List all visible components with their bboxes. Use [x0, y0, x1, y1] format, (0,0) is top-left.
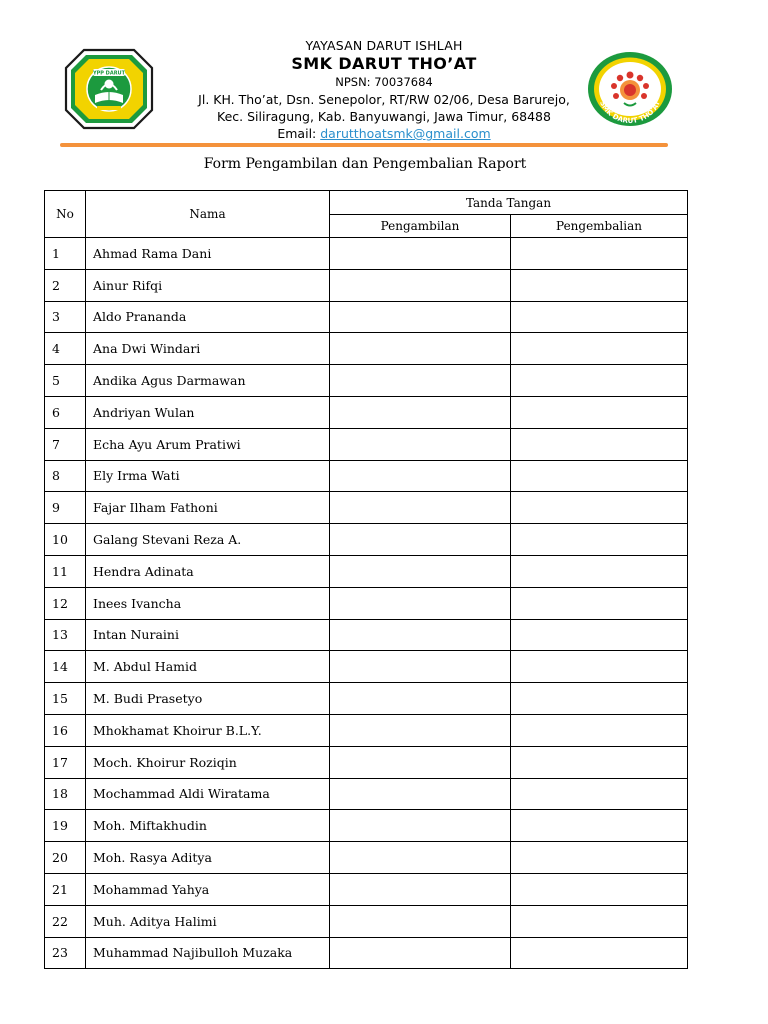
row-number: 20 [45, 842, 86, 874]
student-name: Andika Agus Darmawan [86, 365, 330, 397]
return-signature-cell[interactable] [511, 905, 688, 937]
return-signature-cell[interactable] [511, 873, 688, 905]
return-signature-cell[interactable] [511, 683, 688, 715]
table-header-row [45, 191, 688, 215]
pickup-signature-cell[interactable] [330, 842, 511, 874]
row-number: 22 [45, 905, 86, 937]
return-signature-cell[interactable] [511, 842, 688, 874]
school-name: SMK DARUT THO’AT [291, 54, 477, 73]
row-number: 23 [45, 937, 86, 969]
school-logo-text: SMK DARUT THO'AT [598, 99, 662, 126]
pickup-signature-cell[interactable] [330, 555, 511, 587]
table-row [45, 905, 688, 937]
letterhead-rule [60, 143, 668, 147]
table-row [45, 428, 688, 460]
table-row [45, 396, 688, 428]
pickup-signature-cell[interactable] [330, 905, 511, 937]
row-number: 4 [45, 333, 86, 365]
pickup-signature-cell[interactable] [330, 651, 511, 683]
pickup-signature-cell[interactable] [330, 778, 511, 810]
student-name: Hendra Adinata [86, 555, 330, 587]
address-line-2: Kec. Siliragung, Kab. Banyuwangi, Jawa Timur, 68488 [217, 109, 551, 124]
return-signature-cell[interactable] [511, 587, 688, 619]
pickup-signature-cell[interactable] [330, 524, 511, 556]
letterhead [150, 38, 618, 142]
student-name: Mhokhamat Khoirur B.L.Y. [86, 714, 330, 746]
return-signature-cell[interactable] [511, 651, 688, 683]
student-name: Moh. Miftakhudin [86, 810, 330, 842]
student-name: Inees Ivancha [86, 587, 330, 619]
return-signature-cell[interactable] [511, 333, 688, 365]
pickup-signature-cell[interactable] [330, 460, 511, 492]
table-row [45, 301, 688, 333]
return-signature-cell[interactable] [511, 555, 688, 587]
row-number: 7 [45, 428, 86, 460]
table-row [45, 492, 688, 524]
return-signature-cell[interactable] [511, 428, 688, 460]
student-name: Andriyan Wulan [86, 396, 330, 428]
pickup-signature-cell[interactable] [330, 428, 511, 460]
table-row [45, 269, 688, 301]
row-number: 12 [45, 587, 86, 619]
student-name: Mohammad Yahya [86, 873, 330, 905]
student-name: Ainur Rifqi [86, 269, 330, 301]
row-number: 21 [45, 873, 86, 905]
student-name: Intan Nuraini [86, 619, 330, 651]
foundation-logo [64, 48, 154, 130]
row-number: 17 [45, 746, 86, 778]
pickup-signature-cell[interactable] [330, 492, 511, 524]
header-return: Pengembalian [511, 215, 688, 238]
return-signature-cell[interactable] [511, 301, 688, 333]
return-signature-cell[interactable] [511, 460, 688, 492]
form-title: Form Pengambilan dan Pengembalian Raport [203, 156, 527, 172]
pickup-signature-cell[interactable] [330, 714, 511, 746]
student-name: Ana Dwi Windari [86, 333, 330, 365]
table-row [45, 651, 688, 683]
student-name: Aldo Prananda [86, 301, 330, 333]
pickup-signature-cell[interactable] [330, 396, 511, 428]
return-signature-cell[interactable] [511, 746, 688, 778]
row-number: 14 [45, 651, 86, 683]
table-row [45, 683, 688, 715]
header-signature-group: Tanda Tangan [330, 191, 688, 215]
pickup-signature-cell[interactable] [330, 937, 511, 969]
table-row [45, 842, 688, 874]
row-number: 6 [45, 396, 86, 428]
pickup-signature-cell[interactable] [330, 238, 511, 270]
table-row [45, 524, 688, 556]
return-signature-cell[interactable] [511, 492, 688, 524]
table-body [45, 238, 688, 969]
table-row [45, 746, 688, 778]
email-link[interactable]: darutthoatsmk@gmail.com [320, 126, 491, 141]
pickup-signature-cell[interactable] [330, 746, 511, 778]
address-line-1: Jl. KH. Tho’at, Dsn. Senepolor, RT/RW 02/06, Desa Barurejo, [198, 92, 570, 107]
foundation-logo-text: YPP DARUT [92, 70, 126, 77]
pickup-signature-cell[interactable] [330, 873, 511, 905]
student-name: Ahmad Rama Dani [86, 238, 330, 270]
row-number: 10 [45, 524, 86, 556]
return-signature-cell[interactable] [511, 778, 688, 810]
pickup-signature-cell[interactable] [330, 365, 511, 397]
return-signature-cell[interactable] [511, 396, 688, 428]
table-row [45, 619, 688, 651]
row-number: 15 [45, 683, 86, 715]
pickup-signature-cell[interactable] [330, 810, 511, 842]
return-signature-cell[interactable] [511, 937, 688, 969]
student-name: Echa Ayu Arum Pratiwi [86, 428, 330, 460]
student-name: Fajar Ilham Fathoni [86, 492, 330, 524]
return-signature-cell[interactable] [511, 524, 688, 556]
row-number: 2 [45, 269, 86, 301]
table-row [45, 460, 688, 492]
student-name: Mochammad Aldi Wiratama [86, 778, 330, 810]
return-signature-cell[interactable] [511, 365, 688, 397]
student-name: Muhammad Najibulloh Muzaka [86, 937, 330, 969]
pickup-signature-cell[interactable] [330, 619, 511, 651]
return-signature-cell[interactable] [511, 269, 688, 301]
table-row [45, 587, 688, 619]
table-row [45, 238, 688, 270]
row-number: 11 [45, 555, 86, 587]
row-number: 3 [45, 301, 86, 333]
return-signature-cell[interactable] [511, 714, 688, 746]
pickup-signature-cell[interactable] [330, 683, 511, 715]
header-nama: Nama [86, 191, 330, 238]
student-name: Galang Stevani Reza A. [86, 524, 330, 556]
return-signature-cell[interactable] [511, 238, 688, 270]
pickup-signature-cell[interactable] [330, 333, 511, 365]
row-number: 13 [45, 619, 86, 651]
pickup-signature-cell[interactable] [330, 587, 511, 619]
pickup-signature-cell[interactable] [330, 269, 511, 301]
row-number: 19 [45, 810, 86, 842]
student-name: Moch. Khoirur Roziqin [86, 746, 330, 778]
row-number: 9 [45, 492, 86, 524]
email-line [150, 125, 618, 142]
header-no: No [45, 191, 86, 238]
student-name: Muh. Aditya Halimi [86, 905, 330, 937]
row-number: 8 [45, 460, 86, 492]
table-row [45, 810, 688, 842]
row-number: 18 [45, 778, 86, 810]
header-pickup: Pengambilan [330, 215, 511, 238]
email-label: Email: [277, 126, 321, 141]
roster-table [44, 190, 688, 969]
return-signature-cell[interactable] [511, 810, 688, 842]
row-number: 5 [45, 365, 86, 397]
pickup-signature-cell[interactable] [330, 301, 511, 333]
student-name: Moh. Rasya Aditya [86, 842, 330, 874]
foundation-name: YAYASAN DARUT ISHLAH [305, 38, 463, 53]
return-signature-cell[interactable] [511, 619, 688, 651]
table-row [45, 333, 688, 365]
table-row [45, 555, 688, 587]
table-row [45, 873, 688, 905]
table-row [45, 937, 688, 969]
school-logo [587, 51, 673, 127]
student-name: M. Budi Prasetyo [86, 683, 330, 715]
row-number: 1 [45, 238, 86, 270]
student-name: M. Abdul Hamid [86, 651, 330, 683]
table-row [45, 778, 688, 810]
table-row [45, 365, 688, 397]
table-row [45, 714, 688, 746]
student-name: Ely Irma Wati [86, 460, 330, 492]
school-npsn: NPSN: 70037684 [335, 75, 433, 89]
row-number: 16 [45, 714, 86, 746]
